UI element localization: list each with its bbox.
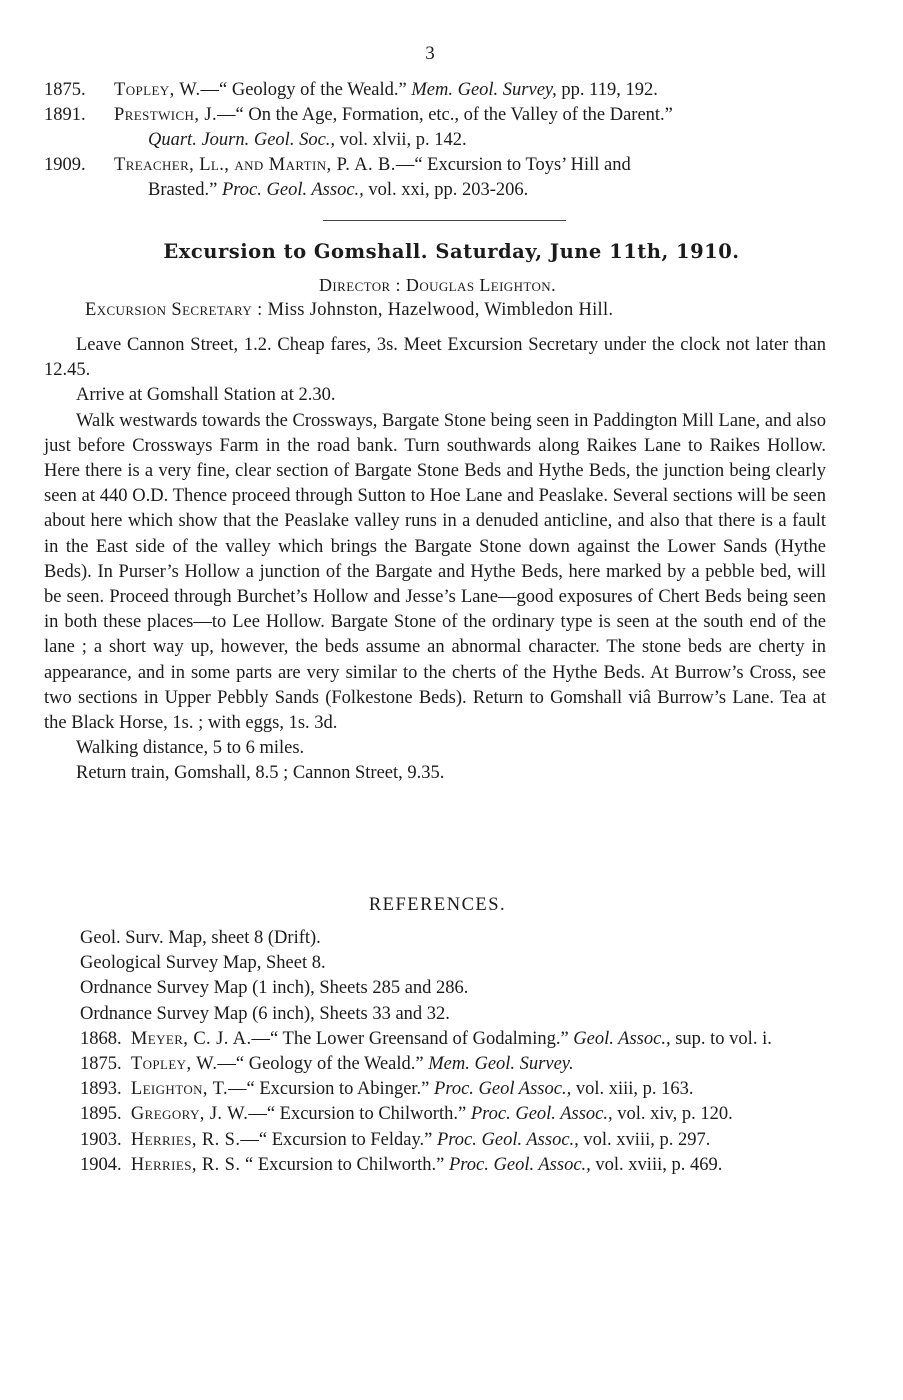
reference-author: Treacher, Ll., and Martin, P. A. B. (114, 155, 396, 175)
reference-title: —“ Excursion to Abinger.” (227, 1079, 435, 1100)
reference-author: Topley, W. (130, 1054, 218, 1075)
reference-entry (44, 78, 844, 103)
reference-source: Proc. Geol. Assoc., (436, 1129, 579, 1150)
page-number: 3 (425, 43, 435, 64)
excursion-title: Excursion to Gomshall. Saturday, June 11th, 1910. (163, 240, 740, 263)
reference-title: —“ Excursion to Chilworth.” (248, 1104, 471, 1125)
reference-entry (48, 1128, 832, 1153)
reference-tail: sup. to vol. i. (670, 1028, 772, 1049)
director-line (0, 275, 875, 296)
reference-title: —“ On the Age, Formation, etc., of the Valley of the Darent.” (217, 105, 673, 125)
reference-title: —“ Geology of the Weald.” (217, 1054, 429, 1075)
reference-author: Gregory, J. W. (130, 1104, 249, 1125)
reference-entry (48, 1077, 832, 1102)
reference-source: Proc. Geol. Assoc., (470, 1104, 613, 1125)
reference-source: Proc. Geol. Assoc., (221, 180, 364, 200)
reference-continuation (114, 178, 844, 203)
reference-tail: vol. xxi, pp. 203-206. (363, 180, 529, 200)
reference-year: 1875. (80, 1054, 122, 1075)
reference-source: Quart. Journ. Geol. Soc., (148, 130, 336, 150)
reference-continuation (114, 128, 844, 153)
reference-source: Geol. Assoc., (573, 1028, 671, 1049)
reference-title: —“ Geology of the Weald.” (200, 80, 412, 100)
map-reference: Geol. Surv. Map, sheet 8 (Drift). (80, 928, 321, 948)
reference-title: —“ Excursion to Felday.” (240, 1129, 437, 1150)
reference-entry (48, 1102, 832, 1127)
reference-author: Meyer, C. J. A. (130, 1028, 252, 1049)
reference-year: 1904. (80, 1154, 122, 1175)
reference-year: 1893. (80, 1079, 122, 1100)
reference-year: 1909. (44, 155, 86, 175)
reference-entry (48, 1052, 832, 1077)
reference-year: 1868. (80, 1028, 122, 1049)
references-list (48, 926, 832, 1178)
map-reference: Ordnance Survey Map (6 inch), Sheets 33 and 32. (80, 1003, 450, 1024)
reference-title-cont: Brasted.” (148, 180, 222, 200)
reference-entry (48, 1027, 832, 1052)
itinerary-paragraph: Arrive at Gomshall Station at 2.30. (76, 385, 336, 406)
reference-author: Topley, W. (114, 80, 201, 100)
reference-tail: vol. xlvii, p. 142. (335, 130, 467, 150)
secretary-line (85, 300, 825, 321)
map-reference: Ordnance Survey Map (1 inch), Sheets 285 and 286. (80, 978, 469, 999)
itinerary-paragraph: Walking distance, 5 to 6 miles. (76, 738, 305, 759)
reference-tail: vol. xiii, p. 163. (571, 1079, 694, 1100)
previous-references (44, 78, 844, 203)
reference-author: Herries, R. S. (130, 1129, 241, 1150)
secretary-label: Excursion Secretary : (85, 300, 263, 320)
reference-source: Proc. Geol. Assoc., (448, 1154, 591, 1175)
reference-title: —“ The Lower Greensand of Godalming.” (251, 1028, 574, 1049)
director-name: Douglas Leighton. (405, 275, 556, 295)
reference-year: 1875. (44, 80, 86, 100)
itinerary-paragraph: Walk westwards towards the Crossways, Bargate Stone being seen in Paddington Mill Lane, and also just before Crossways Farm in the road bank. Turn southwards along Raikes Lane to Raikes Hollow. Here there is a very fine, clear section of Bargate Stone Beds and Hythe Beds, the junction being clearly seen at 440 O.D. Thence proceed through Sutton to Hoe Lane and Peaslake. Several sections will be seen about here which show that the Peaslake valley runs in a denuded anticline, and also that there is a fault in the East side of the valley which brings the Bargate Stone down against the Lower Sands (Hythe Beds). In Purser’s Hollow a junction of the Bargate and Hythe Beds, here marked by a pebble bed, will be seen. Proceed through Burchet’s Hollow and Jesse’s Lane—good exposures of Chert Beds being seen in both these places—to Lee Hollow. Bargate Stone of the ordinary type is seen at the south end of the lane ; a short way up, however, the beds assume an abnormal character. The stone beds are cherty in appearance, and in some parts are very similar to the cherts of the Hythe Beds. At Burrow’s Cross, see two sections in Upper Pebbly Sands (Folkestone Beds). Return to Gomshall viâ Burrow’s Lane. Tea at the Black Horse, 1s. ; with eggs, 1s. 3d. (44, 410, 826, 734)
reference-year: 1891. (44, 105, 86, 125)
reference-tail: vol. xiv, p. 120. (612, 1104, 733, 1125)
itinerary-body (44, 333, 826, 787)
reference-tail: vol. xviii, p. 297. (578, 1129, 711, 1150)
reference-title: “ Excursion to Chilworth.” (240, 1154, 449, 1175)
reference-entry (44, 103, 844, 153)
reference-title: —“ Excursion to Toys’ Hill and (395, 155, 631, 175)
reference-source: Mem. Geol. Survey. (428, 1054, 574, 1075)
section-divider (323, 220, 566, 221)
reference-entry (44, 153, 844, 203)
reference-tail: vol. xviii, p. 469. (590, 1154, 723, 1175)
reference-entry (48, 1153, 832, 1178)
reference-year: 1903. (80, 1129, 122, 1150)
map-reference: Geological Survey Map, Sheet 8. (80, 953, 326, 974)
references-heading: REFERENCES. (368, 895, 507, 915)
reference-author: Prestwich, J. (114, 105, 218, 125)
reference-tail: pp. 119, 192. (556, 80, 658, 100)
reference-source: Mem. Geol. Survey, (411, 80, 557, 100)
reference-source: Proc. Geol Assoc., (434, 1079, 572, 1100)
secretary-details: Miss Johnston, Hazelwood, Wimbledon Hill. (262, 300, 614, 320)
itinerary-paragraph: Return train, Gomshall, 8.5 ; Cannon Street, 9.35. (76, 763, 445, 784)
reference-author: Herries, R. S. (130, 1154, 241, 1175)
reference-author: Leighton, T. (130, 1079, 228, 1100)
reference-year: 1895. (80, 1104, 122, 1125)
director-label: Director : (319, 275, 401, 295)
itinerary-paragraph: Leave Cannon Street, 1.2. Cheap fares, 3s. Meet Excursion Secretary under the clock not later than 12.45. (44, 335, 826, 381)
